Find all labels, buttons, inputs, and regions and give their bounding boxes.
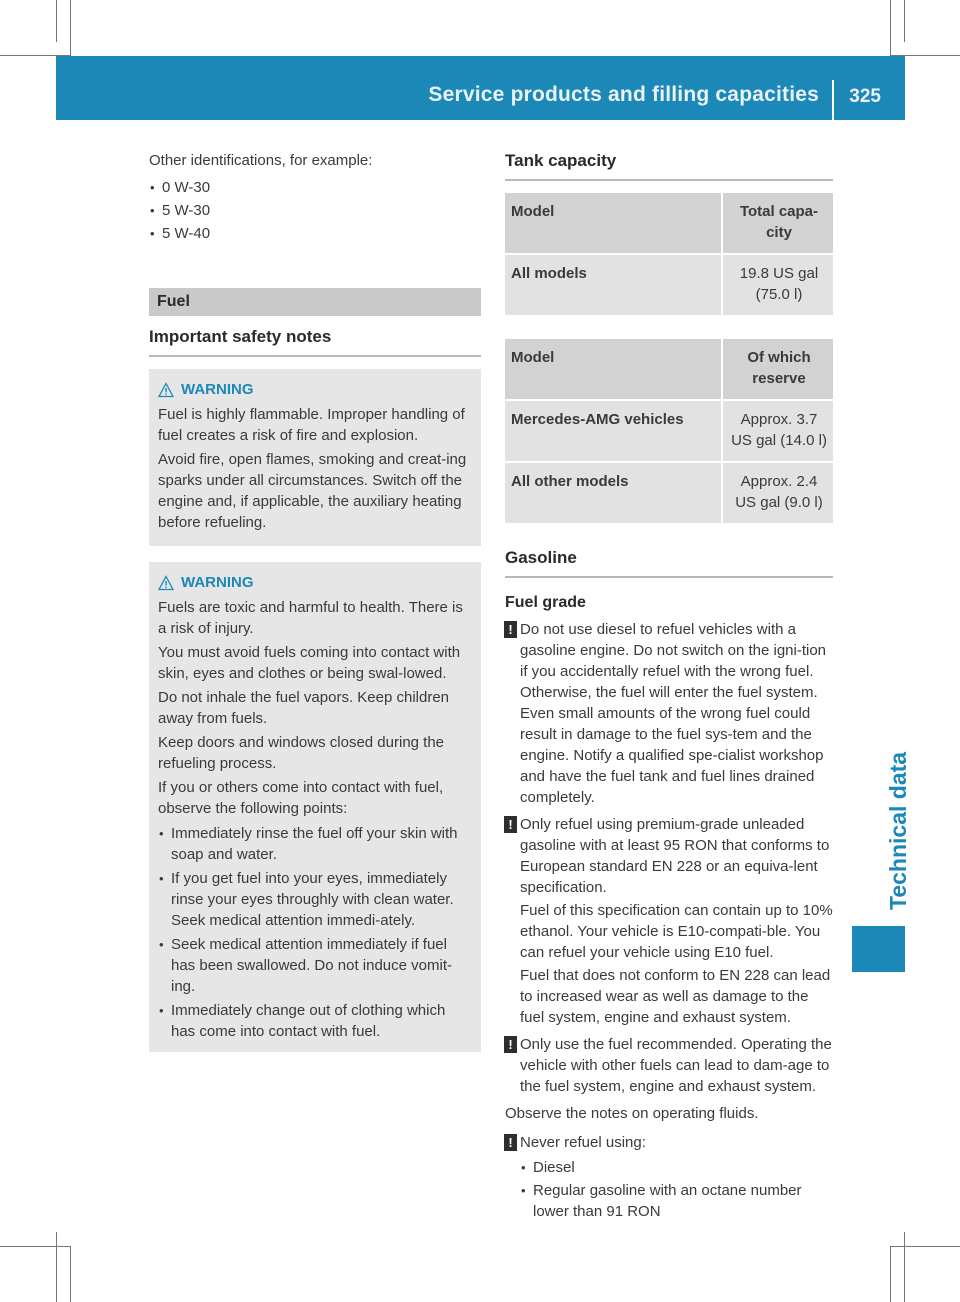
tank-capacity-heading: Tank capacity bbox=[505, 150, 833, 181]
crop-mark bbox=[56, 0, 57, 42]
warning-title: WARNING bbox=[181, 574, 254, 591]
other-ids-intro: Other identifications, for example: bbox=[149, 152, 373, 169]
side-tab-label: Technical data bbox=[885, 751, 911, 910]
table-cell: Approx. 3.7 US gal (14.0 l) bbox=[721, 401, 833, 463]
gasoline-heading: Gasoline bbox=[505, 547, 833, 578]
reserve-table bbox=[505, 339, 833, 525]
list-item: • Regular gasoline with an octane number lower than 91 RON bbox=[520, 1180, 833, 1222]
table-header-row bbox=[505, 193, 833, 255]
list-item: • 5 W-30 bbox=[149, 200, 481, 221]
first-aid-list bbox=[158, 823, 473, 1042]
notice-diesel bbox=[505, 619, 833, 808]
warning-title: WARNING bbox=[181, 381, 254, 398]
warning-triangle-icon bbox=[158, 575, 174, 591]
notice-never bbox=[505, 1132, 833, 1153]
notice-recommended bbox=[505, 1034, 833, 1097]
crop-mark bbox=[70, 1246, 71, 1302]
warning-text: Do not inhale the fuel vapors. Keep children away from fuels. bbox=[158, 689, 450, 727]
list-item: • Seek medical attention immediately if fuel has been swallowed. Do not induce vomit-ing. bbox=[158, 934, 473, 997]
page-title: Service products and filling capacities bbox=[428, 83, 819, 106]
list-item: • 0 W-30 bbox=[149, 177, 481, 198]
warning-box-flammable bbox=[149, 369, 481, 546]
notice-premium bbox=[505, 814, 833, 1028]
table-header-cell: Of which reserve bbox=[721, 339, 833, 401]
table-header-cell: Model bbox=[505, 339, 721, 401]
crop-mark bbox=[70, 0, 71, 56]
notice-text: Never refuel using: bbox=[520, 1134, 646, 1151]
crop-mark bbox=[890, 1246, 891, 1302]
table-row bbox=[505, 401, 833, 463]
warning-text: Keep doors and windows closed during the refueling process. bbox=[158, 734, 445, 772]
table-cell: Approx. 2.4 US gal (9.0 l) bbox=[721, 463, 833, 525]
crop-mark bbox=[0, 1246, 70, 1247]
warning-text: You must avoid fuels coming into contact with skin, eyes and clothes or being swal-lowed. bbox=[158, 644, 461, 682]
list-item: • Immediately change out of clothing which has come into contact with fuel. bbox=[158, 1000, 473, 1042]
page-number: 325 bbox=[849, 86, 881, 107]
table-cell: Mercedes-AMG vehicles bbox=[505, 401, 721, 463]
exclamation-icon: ! bbox=[504, 816, 517, 833]
safety-heading: Important safety notes bbox=[149, 326, 481, 357]
section-band-fuel: Fuel bbox=[149, 288, 481, 316]
table-cell: 19.8 US gal (75.0 l) bbox=[721, 255, 833, 317]
notice-text: Fuel that does not conform to EN 228 can lead to increased wear as well as damage to the fuel system, engine and exhaust system. bbox=[520, 967, 831, 1026]
exclamation-icon: ! bbox=[504, 621, 517, 638]
warning-text: Fuel is highly flammable. Improper handling of fuel creates a risk of fire and explosion. bbox=[158, 406, 465, 444]
table-row bbox=[505, 463, 833, 525]
tank-capacity-table bbox=[505, 193, 833, 317]
list-item: • Immediately rinse the fuel off your skin with soap and water. bbox=[158, 823, 473, 865]
warning-text: If you or others come into contact with fuel, observe the following points: bbox=[158, 779, 444, 817]
table-cell: All models bbox=[505, 255, 721, 317]
table-row bbox=[505, 255, 833, 317]
crop-mark bbox=[904, 1232, 905, 1302]
observe-note: Observe the notes on operating fluids. bbox=[505, 1105, 759, 1122]
list-item: • 5 W-40 bbox=[149, 223, 481, 244]
right-column bbox=[505, 150, 833, 1222]
warning-text: Fuels are toxic and harmful to health. There is a risk of injury. bbox=[158, 599, 463, 637]
exclamation-icon: ! bbox=[504, 1036, 517, 1053]
exclamation-icon: ! bbox=[504, 1134, 517, 1151]
header-divider bbox=[832, 80, 834, 120]
crop-mark bbox=[904, 0, 905, 42]
notice-text: Only refuel using premium-grade unleaded gasoline with at least 95 RON that conforms to European standard EN 228 or an equiva-lent specification. bbox=[520, 816, 830, 896]
never-list bbox=[520, 1157, 833, 1222]
table-header-cell: Model bbox=[505, 193, 721, 255]
table-header-row bbox=[505, 339, 833, 401]
notice-text: Do not use diesel to refuel vehicles with a gasoline engine. Do not switch on the igni-tion if you accidentally refuel with the wrong fuel. Otherwise, the fuel will enter the fuel system. Even small amounts of the wrong fuel could result in damage to the fuel sys-tem and the engine. Notify a qualified spe-cialist workshop and have the fuel tank and fuel lines drained completely. bbox=[520, 621, 827, 806]
crop-mark bbox=[56, 1232, 57, 1302]
warning-text: Avoid fire, open flames, smoking and creat-ing sparks under all circumstances. Switch off the engine and, if applicable, the auxiliary heating before refueling. bbox=[158, 451, 467, 531]
page-header bbox=[56, 56, 905, 120]
notice-text: Only use the fuel recommended. Operating the vehicle with other fuels can lead to dam-age to the fuel system, engine and exhaust system. bbox=[520, 1036, 832, 1095]
fuel-grade-heading: Fuel grade bbox=[505, 594, 586, 611]
crop-mark bbox=[890, 0, 891, 56]
crop-mark bbox=[890, 1246, 960, 1247]
table-cell: All other models bbox=[505, 463, 721, 525]
table-header-cell: Total capa-city bbox=[721, 193, 833, 255]
list-item: • Diesel bbox=[520, 1157, 833, 1178]
warning-triangle-icon bbox=[158, 382, 174, 398]
side-tab-marker bbox=[852, 926, 905, 972]
warning-box-toxic bbox=[149, 562, 481, 1052]
warning-header bbox=[158, 379, 473, 400]
notice-text: Fuel of this specification can contain up to 10% ethanol. Your vehicle is E10-compati-ble. You can refuel your vehicle using E10 fuel. bbox=[520, 902, 833, 961]
list-item: • If you get fuel into your eyes, immediately rinse your eyes throughly with clean water. Seek medical attention immedi-ately. bbox=[158, 868, 473, 931]
warning-header bbox=[158, 572, 473, 593]
other-ids-list bbox=[149, 177, 481, 244]
left-column bbox=[149, 150, 481, 1052]
